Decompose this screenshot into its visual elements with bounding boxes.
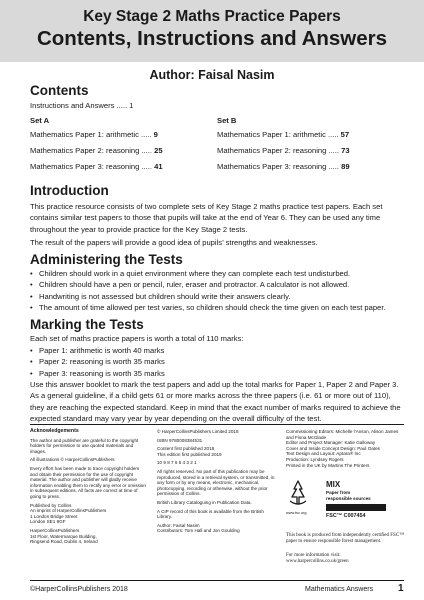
isbn: ISBN 9780008384531 (157, 437, 203, 443)
marking-intro: Each set of maths practice papers is worth a total of 110 marks: (30, 334, 244, 343)
acknowledgements-column (30, 429, 146, 548)
divider (30, 424, 404, 425)
fsc-block (286, 478, 406, 524)
copyright-column (157, 429, 275, 537)
set-b-title: Set B (217, 116, 237, 125)
contents-item: Mathematics Paper 1: arithmetic ..... 9 (30, 130, 158, 139)
imprint-text: All rights reserved. No part of this publication may be reproduced, stored in a retrieval system, or transmitted, in any form or by any means, electronic, mechanical, photocopying, recording or otherwise, without the prior permission of Collins. (157, 468, 275, 497)
marking-paragraph: Use this answer booklet to mark the test papers and add up the total marks for Paper 1, Paper 2 and Paper 3. As a general guideline, if a child gets 61 or more marks across the three papers (i.e. 61 or more out of 110), they are reaching the expected standard. Keep in mind that the exact number of marks required to achieve the expected standard may vary year by year depending on the overall difficulty of the test. (30, 380, 401, 424)
fsc-mix: MIX (326, 480, 341, 489)
list-item: • The amount of time allowed per test varies, so children should check the time given on each test paper. (30, 302, 404, 313)
series-title: Key Stage 2 Maths Practice Papers (83, 8, 341, 25)
marking-list (30, 345, 404, 379)
introduction-heading: Introduction (30, 183, 109, 198)
imprint-text: 10 9 8 7 6 5 4 3 2 1 (157, 460, 197, 466)
fsc-code: FSC™ C007454 (326, 513, 366, 519)
list-item: • Handwriting is not assessed but children should write their answers clearly. (30, 291, 404, 302)
author-line: Author: Faisal Nasim (149, 68, 275, 82)
page-title: Contents, Instructions and Answers (36, 27, 388, 50)
contents-intro-item: Instructions and Answers ..... 1 (30, 101, 134, 110)
footer-section: Mathematics Answers (305, 586, 374, 593)
imprint-text: Author: Faisal Nasim Contributors: Tom Hall and Jon Goulding (157, 522, 240, 534)
fsc-tree-icon (286, 478, 310, 508)
acknowledgements-heading: Acknowledgements (30, 428, 79, 434)
fsc-bar (326, 504, 386, 511)
imprint-text: Commissioning Editors: Michelle l’Anson, Alison James and Fiona McGlade Editor and Project Manager: Katie Galloway Cover and Inside Concept Design: Paul Oates Text Design and Layout: Aptara® Inc Production: Lyndsey Rogers Printed in the UK by Martins The Printers (286, 429, 399, 468)
set-a-title: Set A (30, 116, 50, 125)
fsc-mix-sub: Paper from responsible sources (326, 490, 371, 501)
administering-heading: Administering the Tests (30, 252, 183, 267)
imprint-text: HarperCollinsPublishers 1st Floor, Watermarque Building, Ringsend Road, Dublin 4, Ireland (30, 527, 98, 545)
administering-list (30, 268, 404, 314)
contents-item: Mathematics Paper 2: reasoning ..... 25 (30, 146, 163, 155)
footer-copyright: ©HarperCollinsPublishers 2018 (30, 586, 128, 593)
fsc-more-info: For more information visit: www.harpercollins.co.uk/green (286, 553, 349, 564)
fsc-note: This book is produced from independently certified FSC™ paper to ensure responsible forest management. (286, 533, 405, 544)
list-item: • Paper 1: arithmetic is worth 40 marks (30, 345, 404, 356)
imprint-text: Every effort has been made to trace copyright holders and obtain their permission for the use of copyright material. The author and publisher will gladly receive information enabling them to rectify any error or omission in subsequent editions. All facts are correct at time of going to press. (30, 465, 146, 499)
introduction-paragraph: The result of the papers will provide a good idea of pupils’ strengths and weaknesses. (30, 238, 318, 247)
list-item: • Paper 3: reasoning is worth 35 marks (30, 368, 404, 379)
fsc-web: www.fsc.org (286, 511, 307, 515)
introduction-paragraph: This practice resource consists of two complete sets of Key Stage 2 maths practice test papers. Each set contains similar test papers to those that pupils will take at the end of Year 6. They can be used any time throughout the year to provide practice for the Key Stage 2 tests. (30, 202, 383, 234)
imprint-text: Published by Collins An imprint of HarperCollinsPublishers 1 London Bridge Street London SE1 9GF (30, 502, 107, 525)
contents-heading: Contents (30, 83, 89, 98)
contents-item: Mathematics Paper 3: reasoning ..... 89 (217, 162, 350, 171)
title-banner (0, 0, 424, 62)
imprint-text: © HarperCollinsPublishers Limited 2018 (157, 429, 239, 434)
footer-divider (30, 580, 404, 581)
contents-item: Mathematics Paper 3: reasoning ..... 41 (30, 162, 163, 171)
credits-column (286, 429, 406, 471)
list-item: • Children should have a pen or pencil, ruler, eraser and protractor. A calculator is not allowed. (30, 279, 404, 290)
list-item: • Paper 2: reasoning is worth 35 marks (30, 356, 404, 367)
marking-heading: Marking the Tests (30, 317, 144, 332)
imprint-text: Content first published 2018 This edition first published 2019 (157, 446, 222, 457)
contents-item: Mathematics Paper 1: arithmetic ..... 57 (217, 130, 350, 139)
imprint-text: British Library Cataloguing in Publication Data. (157, 499, 252, 505)
list-item: • Children should work in a quiet environment where they can complete each test undisturbed. (30, 268, 404, 279)
imprint-text: All illustrations © HarperCollinsPublishers (30, 457, 115, 463)
imprint-text: The author and publisher are grateful to the copyright holders for permission to use quoted materials and images. (30, 437, 139, 454)
contents-item: Mathematics Paper 2: reasoning ..... 73 (217, 146, 350, 155)
page-number: 1 (398, 583, 404, 594)
imprint-text: A CIP record of this book is available from the British Library. (157, 508, 264, 520)
